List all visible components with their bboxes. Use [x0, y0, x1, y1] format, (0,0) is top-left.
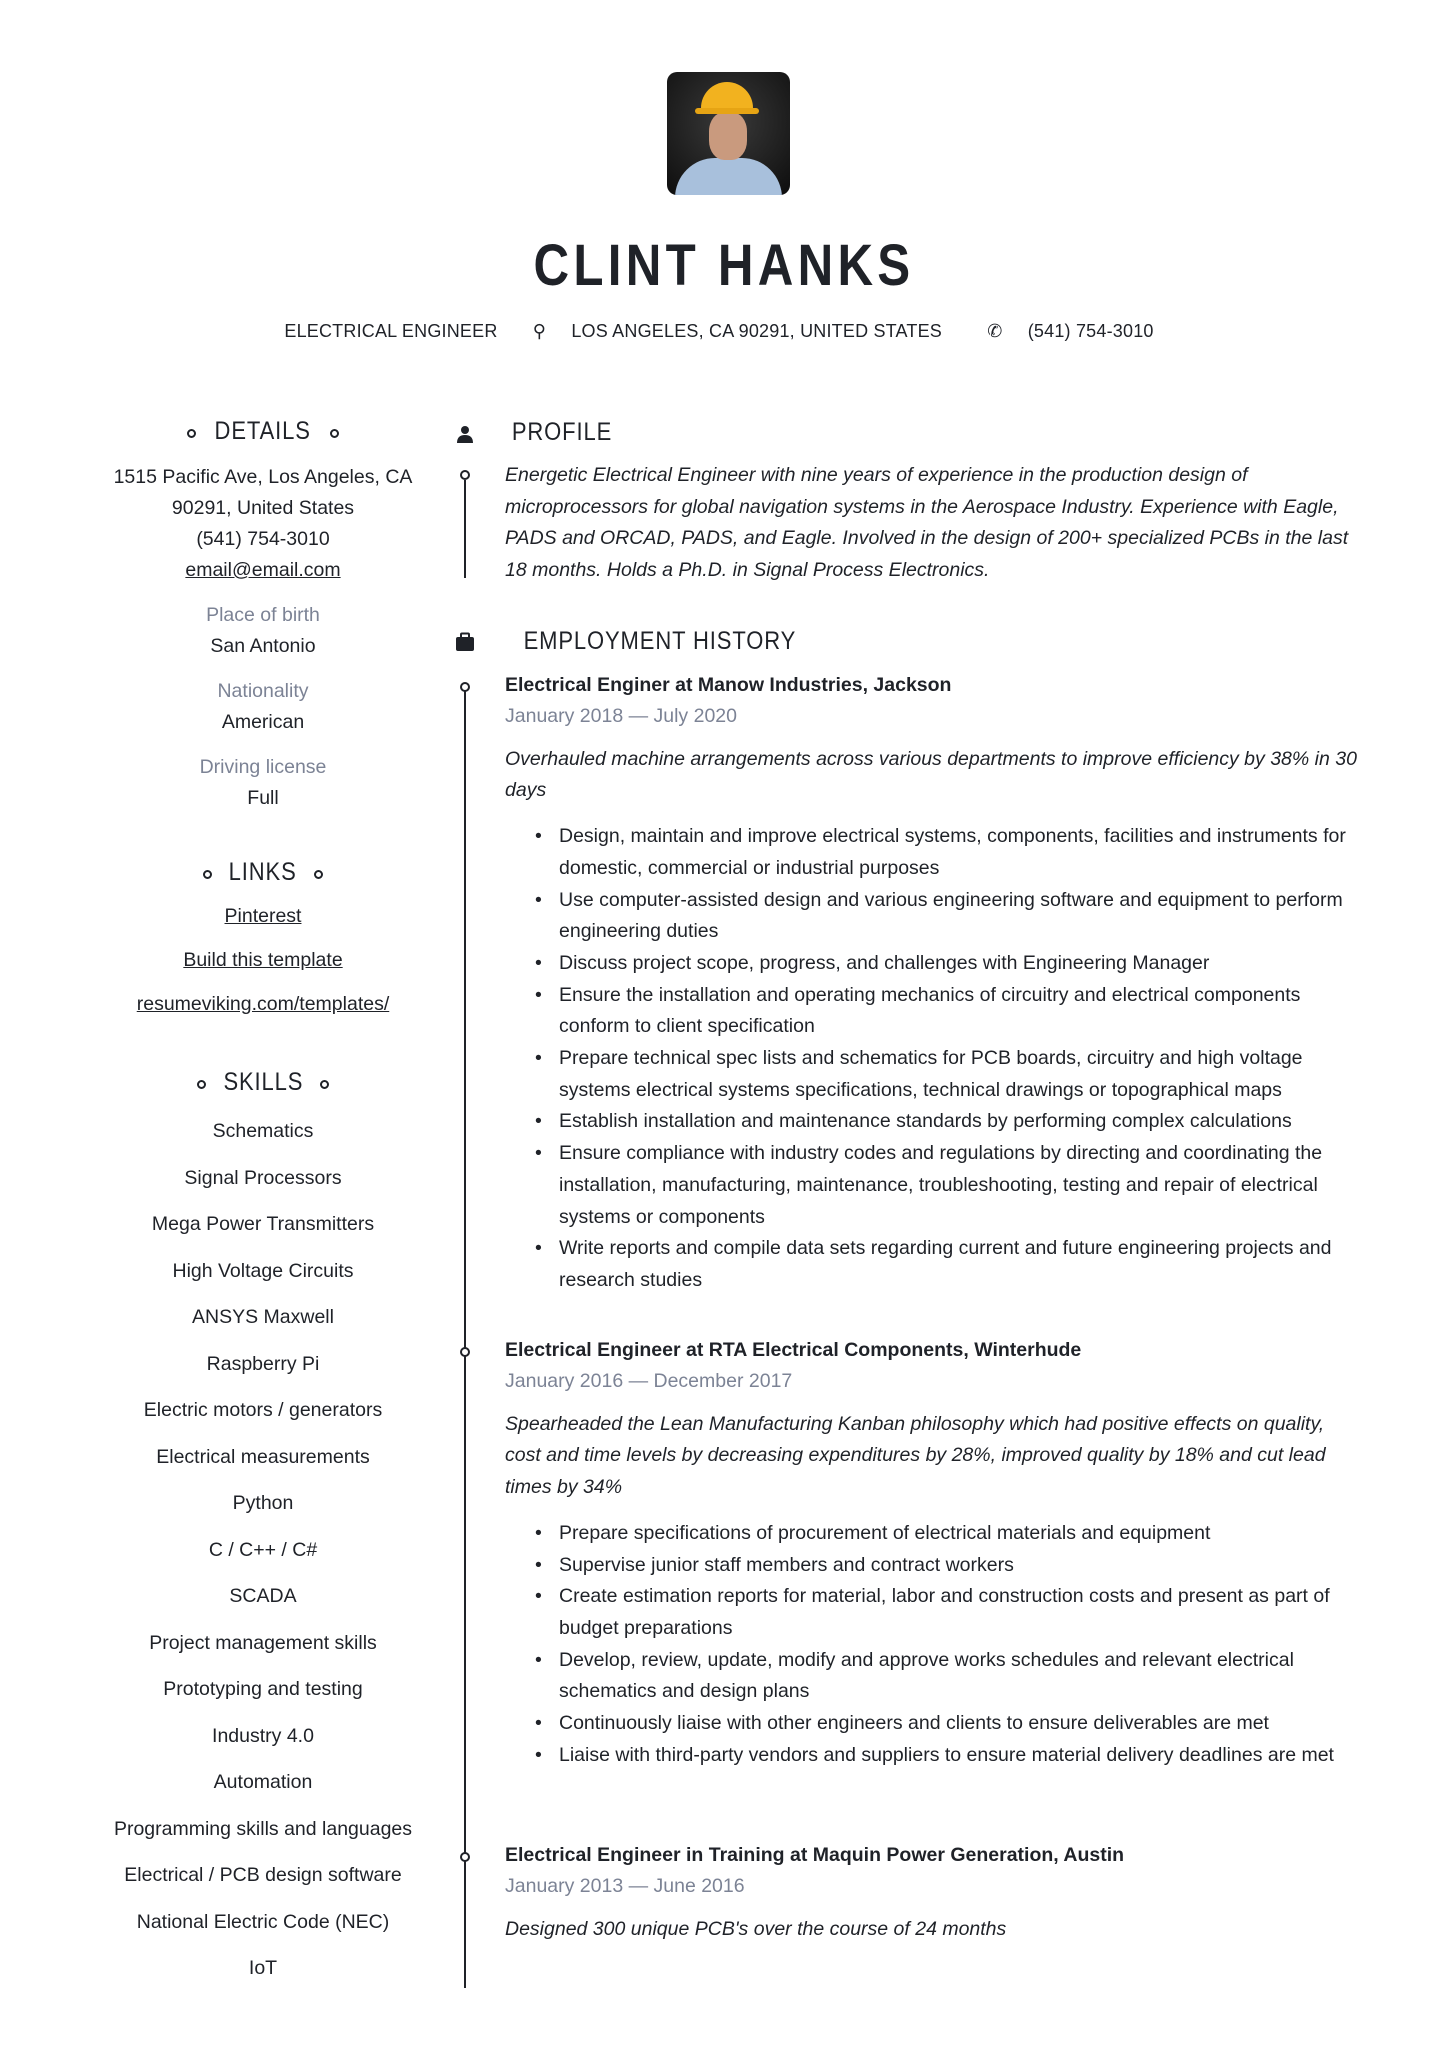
- job-bullets: [505, 1518, 1365, 1772]
- link-pinterest[interactable]: Pinterest: [224, 905, 302, 927]
- ring-icon: [330, 429, 339, 438]
- link-build-template[interactable]: Build this template: [183, 949, 343, 971]
- ring-icon: [187, 429, 196, 438]
- job-dates: January 2016 — December 2017: [505, 1369, 793, 1392]
- job-dates: January 2018 — July 2020: [505, 704, 737, 727]
- phone: (541) 754-3010: [1027, 321, 1154, 341]
- phone-icon: ✆: [987, 321, 1003, 341]
- bullet-item: • Develop, review, update, modify and approve works schedules and relevant electrical schematics and design plans: [505, 1645, 1365, 1708]
- bullet-item: • Use computer-assisted design and various engineering software and equipment to perform engineering duties: [505, 885, 1365, 948]
- bullet-item: • Continuously liaise with other engineers and clients to ensure deliverables are met: [505, 1708, 1365, 1740]
- bullet-item: • Prepare specifications of procurement of electrical materials and equipment: [505, 1518, 1365, 1550]
- skill-item: Mega Power Transmitters: [151, 1213, 375, 1235]
- address-line: 1515 Pacific Ave, Los Angeles, CA: [113, 466, 413, 488]
- skill-item: Python: [232, 1492, 294, 1514]
- skill-item: Electrical / PCB design software: [124, 1864, 402, 1886]
- bullet-item: • Supervise junior staff members and contract workers: [505, 1550, 1365, 1582]
- skill-item: Project management skills: [149, 1631, 377, 1654]
- profile-photo: [667, 72, 790, 195]
- skill-item: Industry 4.0: [212, 1724, 314, 1747]
- job-title: Electrical Engineer in Training at Maquin Power Generation, Austin: [505, 1844, 1125, 1866]
- links-heading: LINKS: [228, 858, 297, 886]
- briefcase-icon: [455, 632, 475, 652]
- skill-item: C / C++ / C#: [208, 1538, 318, 1561]
- profile-heading: PROFILE: [511, 418, 613, 446]
- skill-item: SCADA: [229, 1585, 297, 1607]
- skill-item: IoT: [248, 1957, 278, 1979]
- location: LOS ANGELES, CA 90291, UNITED STATES: [571, 321, 943, 341]
- job-summary: Spearheaded the Lean Manufacturing Kanban philosophy which had positive effects on quality, cost and time levels by decreasing expenditures by 28%, improved quality by 18% and cut lead times by 34%: [505, 1412, 1326, 1499]
- bullet-item: • Design, maintain and improve electrical systems, components, facilities and instruments for domestic, commercial or industrial purposes: [505, 821, 1365, 884]
- skill-item: Electric motors / generators: [143, 1399, 383, 1421]
- job-summary: Overhauled machine arrangements across various departments to improve efficiency by 38% in 30 days: [505, 747, 1357, 802]
- details-heading: DETAILS: [214, 417, 312, 445]
- job-title: ELECTRICAL ENGINEER: [284, 321, 498, 341]
- job-entry: [505, 1335, 1365, 1771]
- bullet-item: • Establish installation and maintenance standards by performing complex calculations: [505, 1106, 1365, 1138]
- skill-item: Electrical measurements: [156, 1445, 370, 1468]
- label: Place of birth: [206, 604, 320, 626]
- skill-item: High Voltage Circuits: [172, 1259, 354, 1282]
- bullet-item: • Discuss project scope, progress, and challenges with Engineering Manager: [505, 948, 1365, 980]
- bullet-item: • Liaise with third-party vendors and suppliers to ensure material delivery deadlines are met: [505, 1740, 1365, 1772]
- timeline-line: [464, 480, 466, 578]
- job-entry: [505, 1840, 1365, 1945]
- skill-item: Automation: [213, 1771, 313, 1793]
- skill-item: ANSYS Maxwell: [192, 1306, 334, 1328]
- timeline-dot: [460, 470, 470, 480]
- job-entry: [505, 670, 1365, 1297]
- job-title: Electrical Enginer at Manow Industries, Jackson: [505, 674, 952, 696]
- value: American: [221, 711, 305, 733]
- profile-text: Energetic Electrical Engineer with nine years of experience in the production design of microprocessors for global navigation systems in the Aerospace Industry. Experience with Eagle, PADS and ORCAD, PADS, and Eagle. Involved in the design of 200+ specialized PCBs in the last 18 months. Holds a Ph.D. in Signal Process Electronics.: [505, 464, 1349, 582]
- value: San Antonio: [210, 635, 316, 657]
- ring-icon: [320, 1080, 329, 1089]
- ring-icon: [197, 1080, 206, 1089]
- label: Nationality: [217, 680, 309, 702]
- skill-item: Prototyping and testing: [163, 1678, 363, 1700]
- link-resumeviking[interactable]: resumeviking.com/templates/: [136, 993, 390, 1015]
- job-dates: January 2013 — June 2016: [505, 1874, 745, 1897]
- location-pin-icon: ⚲: [532, 321, 547, 341]
- value: Full: [247, 787, 279, 809]
- email-link[interactable]: email@email.com: [185, 559, 341, 581]
- label: Driving license: [199, 756, 327, 778]
- timeline-dot: [460, 1347, 470, 1357]
- skill-item: Schematics: [212, 1120, 314, 1142]
- skill-item: Signal Processors: [184, 1166, 342, 1189]
- skills-heading: SKILLS: [223, 1068, 303, 1096]
- details-phone: (541) 754-3010: [196, 528, 330, 550]
- bullet-item: • Ensure the installation and operating mechanics of circuitry and electrical components conform to client specification: [505, 980, 1365, 1043]
- ring-icon: [314, 870, 323, 879]
- skill-item: Raspberry Pi: [206, 1352, 320, 1375]
- links-section: [105, 854, 421, 1026]
- person-icon: [455, 424, 475, 444]
- job-bullets: [505, 821, 1365, 1297]
- timeline-line: [464, 686, 466, 1988]
- skill-item: Programming skills and languages: [113, 1817, 413, 1840]
- candidate-name: CLINT HANKS: [533, 233, 915, 298]
- details-section: [105, 416, 421, 814]
- timeline-dot: [460, 682, 470, 692]
- job-title: Electrical Engineer at RTA Electrical Components, Winterhude: [505, 1339, 1082, 1361]
- skill-item: National Electric Code (NEC): [136, 1910, 390, 1933]
- timeline-dot: [460, 1852, 470, 1862]
- ring-icon: [203, 870, 212, 879]
- header-contact-line: [0, 321, 1448, 342]
- employment-heading: EMPLOYMENT HISTORY: [523, 627, 797, 655]
- bullet-item: • Create estimation reports for material, labor and construction costs and present as part of budget preparations: [505, 1581, 1365, 1644]
- address-line: 90291, United States: [171, 497, 355, 519]
- bullet-item: • Write reports and compile data sets regarding current and future engineering projects and research studies: [505, 1233, 1365, 1296]
- job-summary: Designed 300 unique PCB's over the course of 24 months: [505, 1917, 1007, 1940]
- bullet-item: • Prepare technical spec lists and schematics for PCB boards, circuitry and high voltage systems electrical systems specifications, technical drawings or topographical maps: [505, 1043, 1365, 1106]
- bullet-item: • Ensure compliance with industry codes and regulations by directing and coordinating the installation, manufacturing, maintenance, troubleshooting, testing and repair of electrical systems or components: [505, 1138, 1365, 1233]
- skills-section: [105, 1064, 421, 1992]
